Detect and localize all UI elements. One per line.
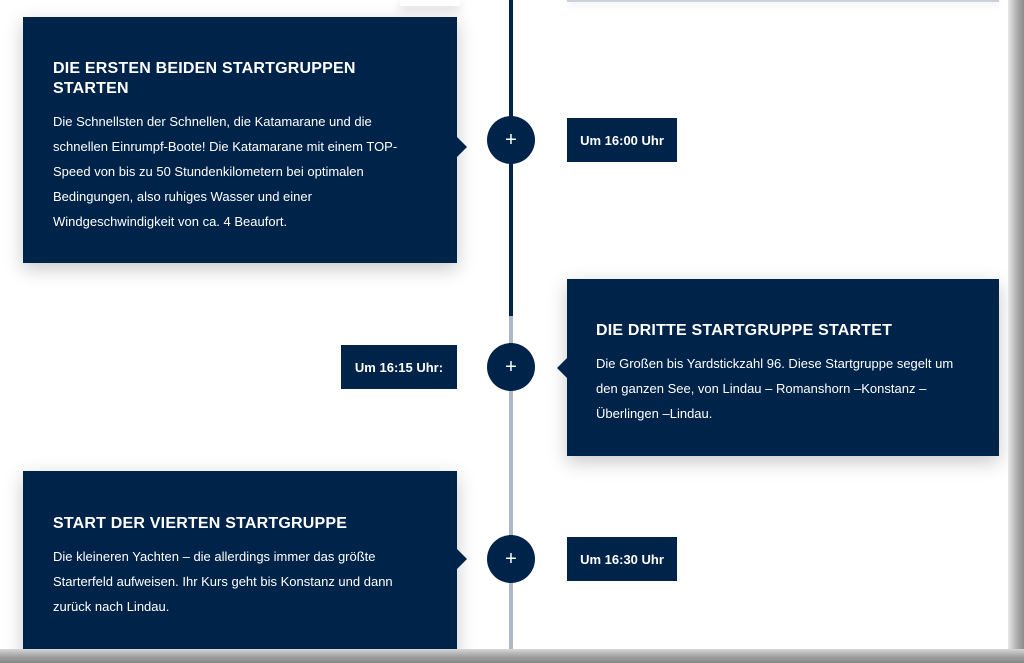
event-description: Die Schnellsten der Schnellen, die Katamarane und die schnellen Einrumpf-Boote! Die Katamarane mit einem TOP-Speed von bis zu 50 Stundenkilometern bei optimalen Bedingungen, also ruhiges Wasser und einer Windgeschwindigkeit von ca. 4 Beaufort. [53, 114, 398, 229]
plus-icon: + [505, 128, 517, 151]
timeline-card-event-1 [23, 17, 457, 263]
time-badge-event-3 [567, 537, 677, 581]
plus-icon: + [505, 547, 517, 570]
time-badge-event-2 [341, 345, 457, 389]
timeline-card-event-2 [567, 279, 999, 456]
timeline-card-event-3 [23, 471, 457, 656]
window-frame-bottom [0, 649, 1024, 663]
previous-card-shadow [400, 0, 460, 6]
plus-icon: + [505, 355, 517, 378]
previous-card-edge [567, 0, 999, 2]
event-time: Um 16:15 Uhr: [354, 359, 444, 375]
event-description: Die Großen bis Yardstickzahl 96. Diese Startgruppe segelt um den ganzen See, von Lindau – Romanshorn –Konstanz –Überlingen –Lindau. [596, 356, 954, 421]
timeline-node-2[interactable] [487, 343, 535, 391]
timeline-node-3[interactable] [487, 535, 535, 583]
time-badge-event-1 [567, 118, 677, 162]
window-frame-right [1008, 0, 1024, 663]
event-time: Um 16:00 Uhr [580, 132, 664, 148]
event-title: DIE ERSTEN BEIDEN STARTGRUPPEN STARTEN [53, 60, 356, 97]
event-title: DIE DRITTE STARTGRUPPE STARTET [596, 322, 893, 339]
event-title: START DER VIERTEN STARTGRUPPE [53, 515, 348, 532]
event-description: Die kleineren Yachten – die allerdings immer das größte Starterfeld aufweisen. Ihr Kurs geht bis Konstanz und dann zurück nach Lindau. [53, 549, 393, 614]
event-time: Um 16:30 Uhr [580, 551, 664, 567]
timeline-node-1[interactable] [487, 116, 535, 164]
